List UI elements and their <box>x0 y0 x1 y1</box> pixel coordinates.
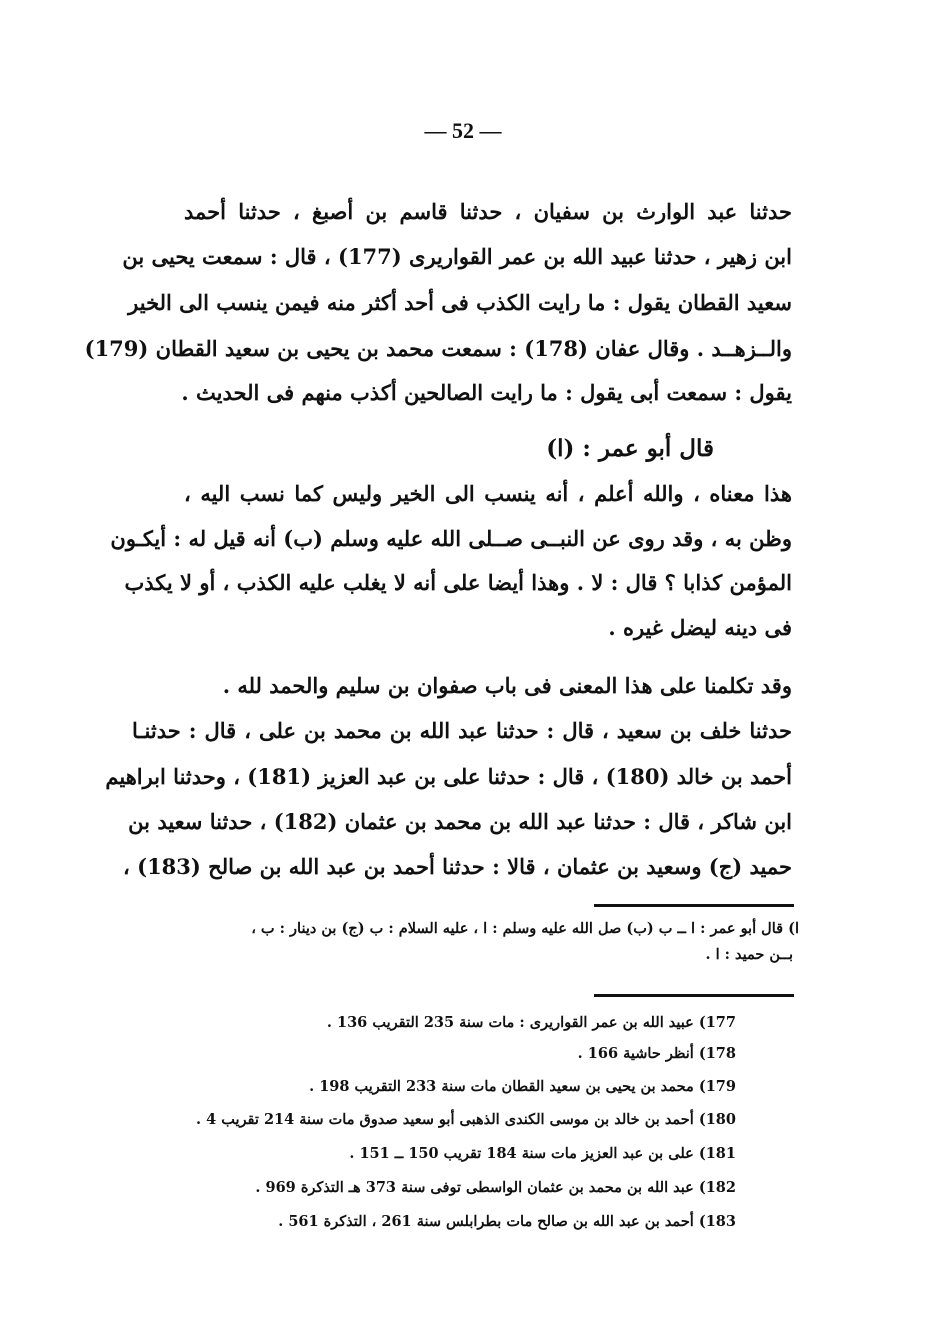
page-number: — 52 — <box>424 118 502 143</box>
note-181: 181) على بن عبد العزيز مات سنة 184 تقريب 150 ــ 151 . <box>349 1145 736 1162</box>
variant-footnote-line: بــن حميد : ا . <box>705 946 793 963</box>
note-180: 180) أحمد بن خالد بن موسى الكندى الذهبى أبو سعيد صدوق مات سنة 214 تقريب 4 . <box>196 1111 736 1128</box>
notes-rule <box>594 994 794 997</box>
body-line: حميد (ج) وسعيد بن عثمان ، قالا : حدثنا أحمد بن عبد الله بن صالح (183) ، <box>123 854 792 879</box>
note-182: 182) عبد الله بن محمد بن عثمان الواسطى توفى سنة 373 هـ التذكرة 969 . <box>255 1179 736 1196</box>
body-line: والــزهــد . وقال عفان (178) : سمعت محمد بن يحيى بن سعيد القطان (179) <box>84 336 792 361</box>
body-line: ابن شاكر ، قال : حدثنا عبد الله بن محمد بن عثمان (182) ، حدثنا سعيد بن <box>128 809 792 834</box>
footnote-rule <box>594 904 794 907</box>
note-178: 178) أنظر حاشية 166 . <box>577 1045 736 1062</box>
variant-footnote-line: ا) قال أبو عمر : ا ــ ب (ب) صل الله عليه وسلم : ا ، عليه السلام : ب (ج) بن دينار : ب ، <box>251 920 799 937</box>
section-heading: قال أبو عمر : (ا) <box>546 435 714 462</box>
body-line: أحمد بن خالد (180) ، قال : حدثنا على بن عبد العزيز (181) ، وحدثنا ابراهيم <box>105 764 792 789</box>
body-line: فى دينه ليضل غيره . <box>608 615 792 640</box>
body-line: يقول : سمعت أبى يقول : ما رايت الصالحين أكذب منهم فى الحديث . <box>181 380 792 405</box>
body-line: سعيد القطان يقول : ما رايت الكذب فى أحد أكثر منه فيمن ينسب الى الخير <box>128 290 792 315</box>
body-line: وقد تكلمنا على هذا المعنى فى باب صفوان بن سليم والحمد لله . <box>222 673 792 698</box>
note-183: 183) أحمد بن عبد الله بن صالح مات بطرابلس سنة 261 ، التذكرة 561 . <box>278 1213 736 1230</box>
body-line: هذا معناه ، والله أعلم ، أنه ينسب الى الخير وليس كما نسب اليه ، <box>184 481 792 506</box>
body-line: حدثنا خلف بن سعيد ، قال : حدثنا عبد الله بن محمد بن على ، قال : حدثنـا <box>132 718 792 743</box>
note-179: 179) محمد بن يحيى بن سعيد القطان مات سنة 233 التقريب 198 . <box>309 1078 736 1095</box>
body-line: حدثنا عبد الوارث بن سفيان ، حدثنا قاسم بن أصبغ ، حدثنا أحمد <box>184 199 792 224</box>
note-177: 177) عبيد الله بن عمر القواريرى : مات سنة 235 التقريب 136 . <box>326 1014 736 1031</box>
body-line: وظن به ، وقد روى عن النبــى صــلى الله عليه وسلم (ب) أنه قيل له : أيكـون <box>110 526 792 551</box>
body-line: المؤمن كذابا ؟ قال : لا . وهذا أيضا على أنه لا يغلب عليه الكذب ، أو لا يكذب <box>124 570 792 595</box>
body-line: ابن زهير ، حدثنا عبيد الله بن عمر القواريرى (177) ، قال : سمعت يحيى بن <box>122 244 792 269</box>
